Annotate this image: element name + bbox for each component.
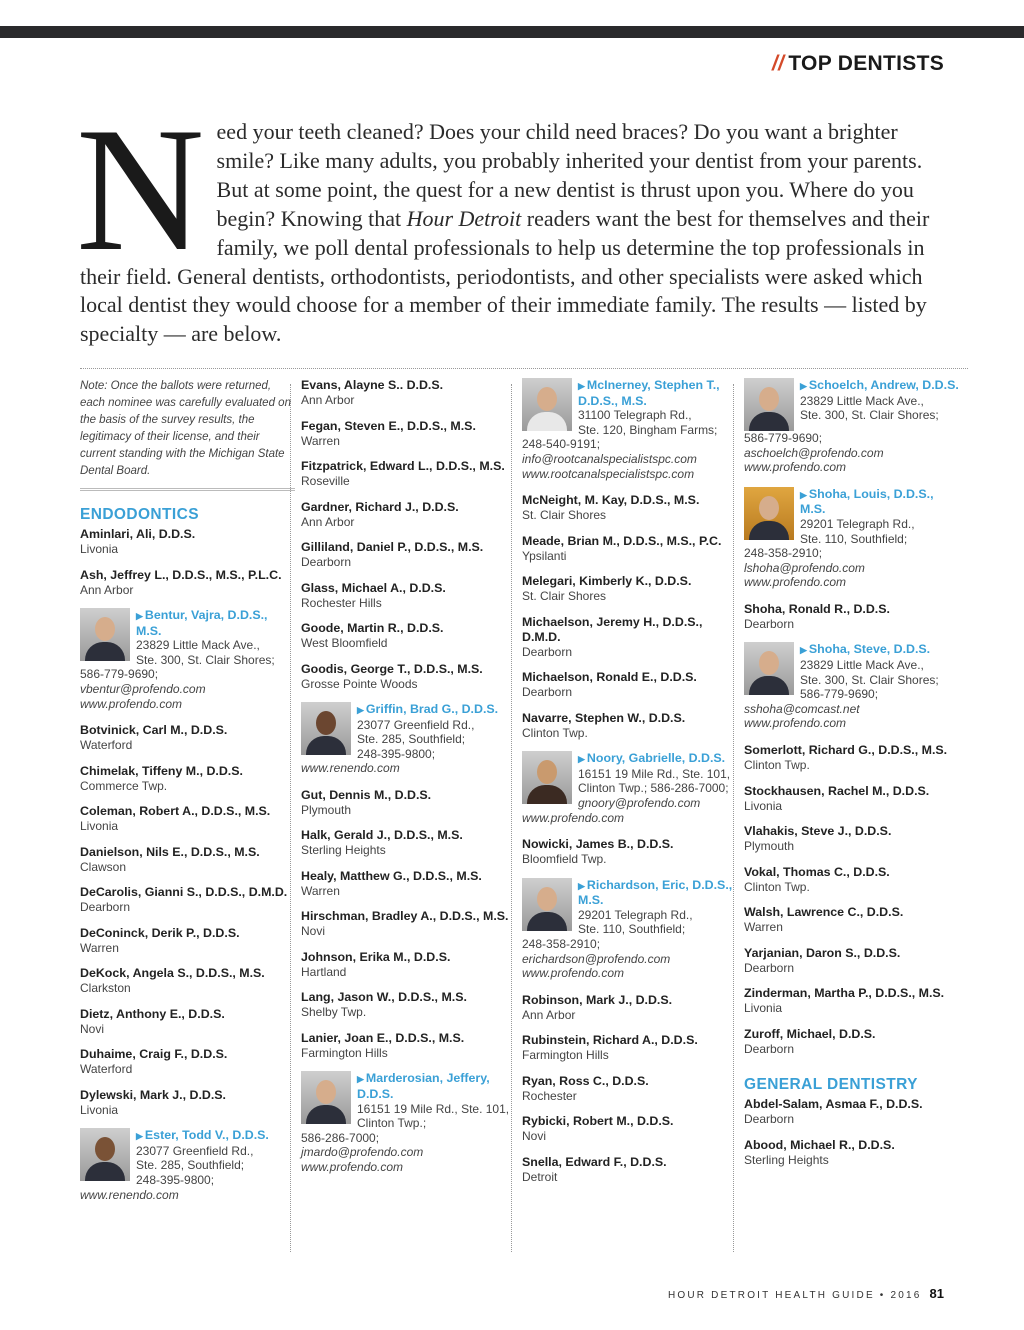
list-item: Meade, Brian M., D.D.S., M.S., P.C. Ypsilanti — [522, 533, 722, 563]
dentist-photo — [80, 1128, 130, 1181]
dentist-photo — [301, 702, 351, 755]
intro-paragraph: Need your teeth cleaned? Does your child need braces? Do you want a brighter smile? Like many adults, you probably inherited your dentist from your parents. But at some point, the quest for a new dentist is thrust upon you. Where do you begin? Knowing that Hour Detroit readers want the best for themselves and their family, we poll dental professionals to help us determine the top professionals in their field. General dentists, orthodontists, periodontists, and other specialists were asked which local dentist they would choose for a member of their immediate family. The results — listed by specialty — are below. — [76, 90, 930, 347]
list-item: Gilliland, Daniel P., D.D.S., M.S. Dearborn — [301, 540, 484, 569]
featured-dentist: ▶ Ester, Todd V., D.D.S. 23077 Greenfield Rd., Ste. 285, Southfield; 248-395-9800; www.renendo.com — [80, 1128, 295, 1202]
featured-dentist: ▶ Richardson, Eric, D.D.S., M.S. 29201 Telegraph Rd., Ste. 110, Southfield; 248-358-2910; erichardson@profendo.com www.profendo.com — [522, 878, 737, 981]
section-title: TOP DENTISTS — [788, 52, 944, 75]
column-1 — [80, 378, 295, 1214]
list-item: Johnson, Erika M., D.D.S. Hartland — [301, 949, 451, 979]
featured-dentist: ▶ Shoha, Steve, D.D.S. 23829 Little Mack Ave., Ste. 300, St. Clair Shores; 586-779-9690; sshoha@comcast.net www.profendo.com — [744, 642, 959, 731]
top-bar — [0, 26, 1024, 38]
list-item: Somerlott, Richard G., D.D.S., M.S. Clinton Twp. — [744, 743, 948, 772]
list-item: Botvinick, Carl M., D.D.S. Waterford — [80, 723, 228, 753]
page-number: 81 — [929, 1286, 944, 1301]
dentist-photo — [744, 487, 794, 540]
triangle-icon: ▶ — [357, 1074, 364, 1085]
featured-dentist: ▶ Shoha, Louis, D.D.S., M.S. 29201 Telegraph Rd., Ste. 110, Southfield; 248-358-2910; lshoha@profendo.com www.profendo.com — [744, 487, 959, 590]
list-item: Duhaime, Craig F., D.D.S. Waterford — [80, 1047, 228, 1077]
email-link[interactable]: vbentur@profendo.com — [80, 681, 206, 696]
triangle-icon: ▶ — [800, 645, 807, 656]
list-item: Ryan, Ross C., D.D.S. Rochester — [522, 1073, 649, 1103]
triangle-icon: ▶ — [800, 489, 807, 500]
drop-cap: N — [76, 90, 205, 288]
list-item: McNeight, M. Kay, D.D.S., M.S. St. Clair Shores — [522, 493, 700, 523]
list-item: DeConinck, Derik P., D.D.S. Warren — [80, 925, 240, 955]
list-item: Rubinstein, Richard A., D.D.S. Farmington Hills — [522, 1033, 698, 1063]
email-link[interactable]: aschoelch@profendo.com — [744, 445, 884, 460]
divider-rule — [80, 368, 968, 369]
list-item: Navarre, Stephen W., D.D.S. Clinton Twp. — [522, 710, 686, 740]
list-item: Chimelak, Tiffeny M., D.D.S. Commerce Twp. — [80, 763, 243, 793]
heading-general-dentistry: GENERAL DENTISTRY — [744, 1076, 918, 1093]
website-link[interactable]: www.profendo.com — [301, 1160, 404, 1175]
list-item: Healy, Matthew G., D.D.S., M.S. Warren — [301, 868, 482, 898]
list-item: Melegari, Kimberly K., D.D.S. St. Clair Shores — [522, 574, 692, 604]
list-item: Michaelson, Ronald E., D.D.S. Dearborn — [522, 670, 697, 700]
list-item: Danielson, Nils E., D.D.S., M.S. Clawson — [80, 844, 260, 874]
featured-dentist: ▶ Noory, Gabrielle, D.D.S. 16151 19 Mile Rd., Ste. 101, Clinton Twp.; 586-286-7000; gnoory@profendo.com www.profendo.com — [522, 751, 737, 825]
website-link[interactable]: www.profendo.com — [744, 575, 847, 590]
email-link[interactable]: sshoha@comcast.net — [744, 701, 860, 716]
list-item: Vlahakis, Steve J., D.D.S. Plymouth — [744, 824, 892, 853]
list-item: Lanier, Joan E., D.D.S., M.S. Farmington Hills — [301, 1030, 465, 1060]
list-item: Coleman, Robert A., D.D.S., M.S. Livonia — [80, 804, 271, 834]
dentist-photo — [522, 378, 572, 431]
email-link[interactable]: jmardo@profendo.com — [301, 1145, 424, 1160]
list-item: Goode, Martin R., D.D.S. West Bloomfield — [301, 621, 444, 650]
triangle-icon: ▶ — [578, 880, 585, 891]
website-link[interactable]: www.profendo.com — [80, 696, 183, 711]
email-link[interactable]: erichardson@profendo.com — [522, 951, 671, 966]
email-link[interactable]: info@rootcanalspecialistspc.com — [522, 451, 697, 466]
list-item: Nowicki, James B., D.D.S. Bloomfield Twp. — [522, 837, 674, 867]
triangle-icon: ▶ — [578, 381, 585, 391]
dentist-photo — [744, 642, 794, 695]
list-item: Shoha, Ronald R., D.D.S. Dearborn — [744, 601, 890, 631]
dentist-photo — [80, 608, 130, 661]
featured-dentist: ▶ Bentur, Vajra, D.D.S., M.S. 23829 Little Mack Ave., Ste. 300, St. Clair Shores; 586-779-9690; vbentur@profendo.com www.profendo.com — [80, 608, 295, 711]
list-item: Walsh, Lawrence C., D.D.S. Warren — [744, 905, 904, 934]
list-item: DeCarolis, Gianni S., D.D.S., D.M.D. Dearborn — [80, 885, 288, 915]
column-2 — [301, 378, 516, 1187]
featured-dentist: ▶ McInerney, Stephen T., D.D.S., M.S. 31100 Telegraph Rd., Ste. 120, Bingham Farms; 248-540-9191; info@rootcanalspecialistspc.com www.rootcanalspecialistspc.com — [522, 378, 737, 481]
featured-dentist: ▶ Griffin, Brad G., D.D.S. 23077 Greenfield Rd., Ste. 285, Southfield; 248-395-9800; www.renendo.com — [301, 702, 516, 776]
list-item: DeKock, Angela S., D.D.S., M.S. Clarkston — [80, 966, 265, 996]
email-link[interactable]: lshoha@profendo.com — [744, 560, 865, 575]
list-item: Zinderman, Martha P., D.D.S., M.S. Livonia — [744, 986, 945, 1015]
list-item: Aminlari, Ali, D.D.S. Livonia — [80, 527, 196, 556]
dentist-photo — [744, 378, 794, 431]
list-item: Fitzpatrick, Edward L., D.D.S., M.S. Roseville — [301, 459, 505, 488]
list-item: Ash, Jeffrey L., D.D.S., M.S., P.L.C. Ann Arbor — [80, 567, 282, 597]
list-item: Glass, Michael A., D.D.S. Rochester Hills — [301, 580, 446, 610]
list-item: Lang, Jason W., D.D.S., M.S. Shelby Twp. — [301, 990, 467, 1020]
list-item: Evans, Alayne S.. D.D.S. Ann Arbor — [301, 378, 444, 407]
list-item: Gardner, Richard J., D.D.S. Ann Arbor — [301, 499, 459, 529]
footer-title: HOUR DETROIT HEALTH GUIDE • 2016 — [667, 1290, 922, 1301]
list-item: Snella, Edward F., D.D.S. Detroit — [522, 1154, 667, 1184]
dentist-photo — [522, 751, 572, 804]
list-item: Vokal, Thomas C., D.D.S. Clinton Twp. — [744, 864, 890, 894]
dentist-photo — [301, 1071, 351, 1124]
triangle-icon: ▶ — [578, 754, 585, 765]
list-item: Rybicki, Robert M., D.D.S. Novi — [522, 1114, 674, 1144]
list-item: Stockhausen, Rachel M., D.D.S. Livonia — [744, 783, 930, 813]
list-item: Dietz, Anthony E., D.D.S. Novi — [80, 1006, 225, 1036]
heading-endodontics: ENDODONTICS — [80, 506, 199, 523]
list-item: Halk, Gerald J., D.D.S., M.S. Sterling Heights — [301, 828, 463, 858]
magazine-name: Hour Detroit — [406, 205, 522, 231]
page-footer — [668, 1286, 944, 1301]
column-3 — [522, 378, 737, 1195]
survey-note: Note: Once the ballots were returned, each nominee was carefully evaluated on the basis of the survey results, the legitimacy of their license, and their current standing with the Michigan State Dental Board. — [80, 378, 295, 491]
website-link[interactable]: www.profendo.com — [522, 810, 625, 825]
website-link[interactable]: www.renendo.com — [301, 761, 400, 776]
column-4 — [744, 378, 959, 1178]
website-link[interactable]: www.profendo.com — [744, 716, 847, 731]
list-item: Fegan, Steven E., D.D.S., M.S. Warren — [301, 418, 476, 448]
list-item: Abdel-Salam, Asmaa F., D.D.S. Dearborn — [744, 1097, 923, 1126]
dentist-photo — [522, 878, 572, 931]
website-link[interactable]: www.profendo.com — [744, 460, 847, 475]
list-item: Goodis, George T., D.D.S., M.S. Grosse Pointe Woods — [301, 661, 483, 691]
triangle-icon: ▶ — [357, 705, 364, 715]
list-item: Zuroff, Michael, D.D.S. Dearborn — [744, 1026, 876, 1056]
triangle-icon: ▶ — [136, 1131, 143, 1142]
triangle-icon: ▶ — [800, 381, 807, 391]
list-item: Michaelson, Jeremy H., D.D.S., D.M.D. Dearborn — [522, 614, 703, 659]
list-item: Dylewski, Mark J., D.D.S. Livonia — [80, 1087, 226, 1117]
website-link[interactable]: www.profendo.com — [522, 966, 625, 981]
website-link[interactable]: www.renendo.com — [80, 1187, 179, 1202]
list-item: Robinson, Mark J., D.D.S. Ann Arbor — [522, 992, 673, 1022]
list-item: Abood, Michael R., D.D.S. Sterling Heights — [744, 1137, 895, 1167]
featured-dentist: ▶ Marderosian, Jeffery, D.D.S. 16151 19 Mile Rd., Ste. 101, Clinton Twp.; 586-286-7000; jmardo@profendo.com www.profendo.com — [301, 1071, 516, 1174]
featured-dentist: ▶ Schoelch, Andrew, D.D.S. 23829 Little Mack Ave., Ste. 300, St. Clair Shores; 586-779-9690; aschoelch@profendo.com www.profendo.com — [744, 378, 959, 475]
triangle-icon: ▶ — [136, 611, 143, 621]
website-link[interactable]: www.rootcanalspecialistspc.com — [522, 466, 695, 481]
section-label: // TOP DENTISTS — [772, 52, 944, 75]
list-item: Yarjanian, Daron S., D.D.S. Dearborn — [744, 945, 901, 975]
list-item: Hirschman, Bradley A., D.D.S., M.S. Novi — [301, 909, 509, 939]
email-link[interactable]: gnoory@profendo.com — [578, 795, 701, 810]
list-item: Gut, Dennis M., D.D.S. Plymouth — [301, 787, 432, 817]
